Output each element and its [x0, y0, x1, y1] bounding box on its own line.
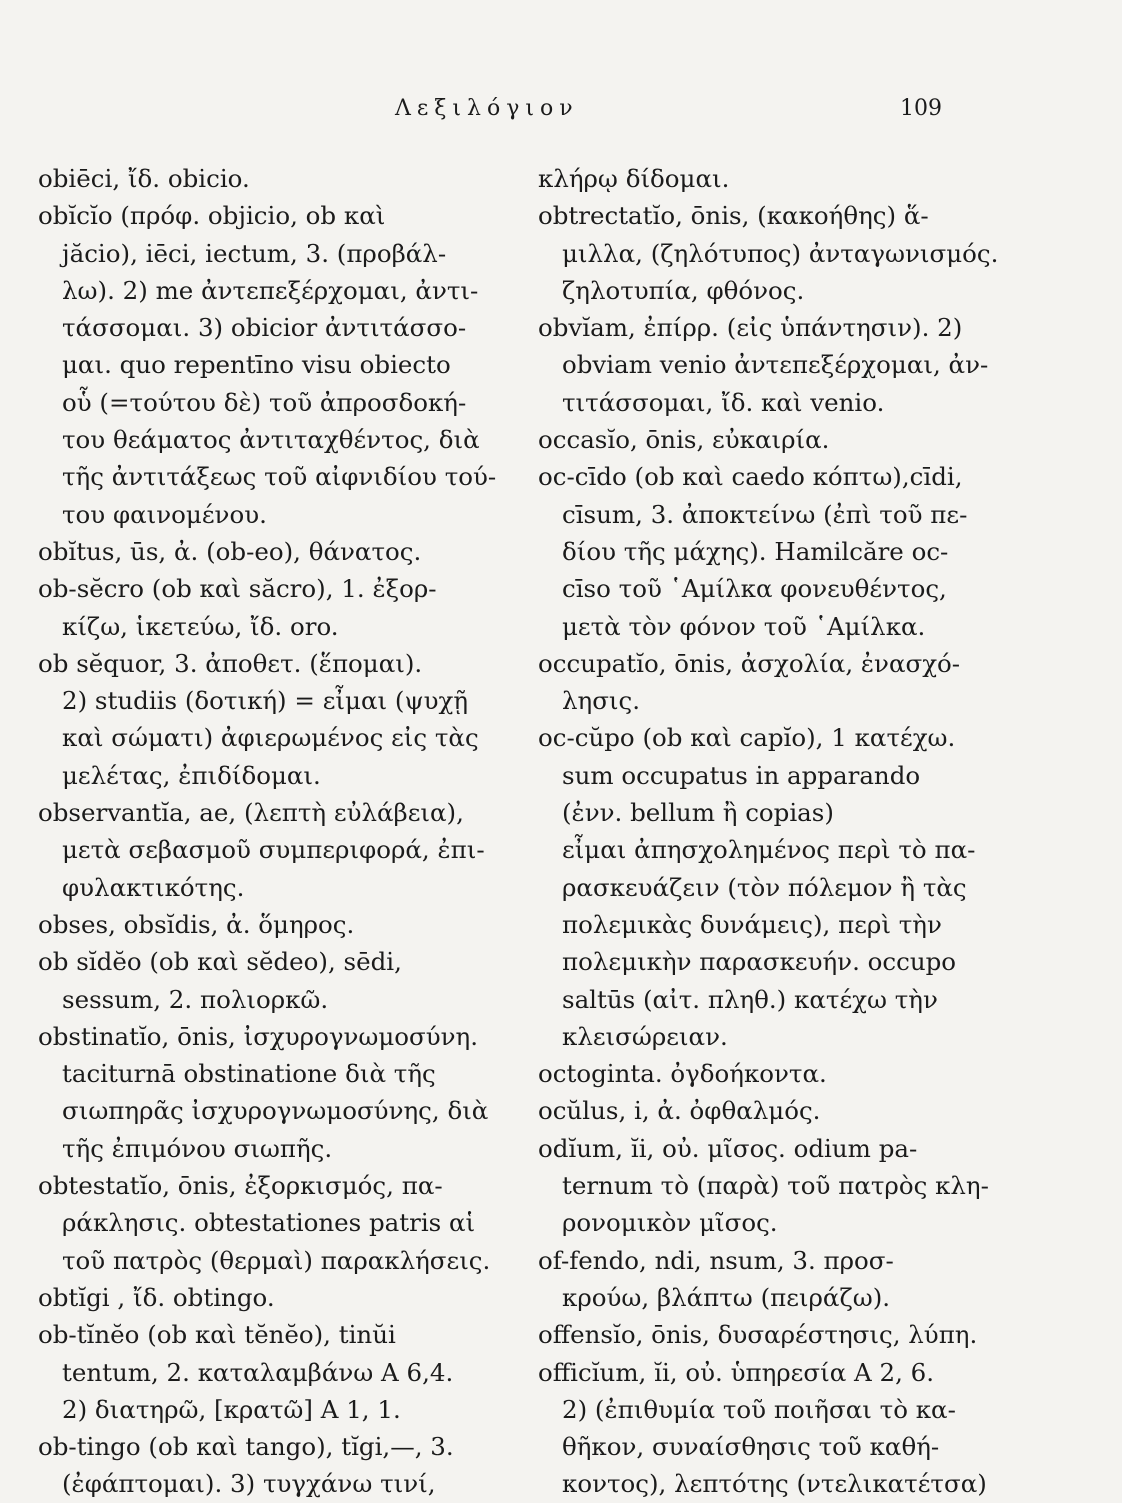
entry-line: κοντος), λεπτότης (ντελικατέτσα) [562, 1469, 987, 1499]
entry-line: ζηλοτυπία, φθόνος. [562, 275, 805, 305]
entry-line: officĭum, ĭi, οὐ. ὑπηρεσία Α 2, 6. [538, 1357, 935, 1387]
entry-line: τῆς ἀντιτάξεως τοῦ αἰφνιδίου τού- [62, 462, 497, 492]
entry-line: 2) (ἐπιθυμία τοῦ ποιῆσαι τὸ κα- [562, 1394, 956, 1424]
entry-line: μαι. quo repentīno visu obiecto [62, 350, 451, 380]
entry-line: τοῦ πατρὸς (θερμαὶ) παρακλήσεις. [62, 1245, 491, 1275]
entry-line: saltūs (αἰτ. πληθ.) κατέχω τὴν [562, 984, 938, 1014]
entry-line: καὶ σώματι) ἀφιερωμένος εἰς τὰς [62, 723, 479, 753]
entry-line: ternum τὸ (παρὰ) τοῦ πατρὸς κλη- [562, 1171, 989, 1201]
entry-line: του θεάματος ἀντιταχθέντος, διὰ [62, 425, 480, 455]
entry-line: κλήρῳ δίδομαι. [538, 164, 730, 193]
entry-line: κρούω, βλάπτω (πειράζω). [562, 1282, 891, 1312]
entry-line: φυλακτικότης. [62, 872, 245, 902]
entry-line: oc-cīdo (ob καὶ caedo κόπτω),cīdi, [538, 462, 963, 492]
entry-line: ρονομικὸν μῖσος. [562, 1208, 778, 1238]
entry-line: 2) studiis (δοτική) = εἶμαι (ψυχῇ [62, 686, 469, 716]
entry-line: ob-tingo (ob καὶ tango), tĭgi,—, 3. [38, 1432, 454, 1462]
entry-line: τάσσομαι. 3) obicior ἀντιτάσσο- [62, 313, 467, 343]
entry-line: 2) διατηρῶ, [κρατῶ] Α 1, 1. [62, 1394, 401, 1424]
entry-line: occasĭo, ōnis, εὐκαιρία. [538, 425, 830, 455]
entry-line: taciturnā obstinatione διὰ τῆς [62, 1059, 436, 1089]
entry-line: obĭtus, ūs, ἀ. (ob-eo), θάνατος. [38, 536, 422, 566]
entry-line: ρασκευάζειν (τὸν πόλεμον ἢ τὰς [562, 872, 967, 902]
entry-line: λω). 2) me ἀντεπεξέρχομαι, ἀντι- [62, 275, 479, 305]
page-number: 109 [900, 96, 942, 121]
entry-line: ob sĕquor, 3. ἀποθετ. (ἕπομαι). [38, 648, 423, 678]
entry-line: θῆκον, συναίσθησις τοῦ καθή- [562, 1432, 940, 1462]
entry-line: μετὰ σεβασμοῦ συμπεριφορά, ἐπι- [62, 835, 485, 865]
left-column [38, 160, 516, 1503]
entry-line: obĭcĭo (πρόφ. objicio, ob καὶ [38, 201, 386, 231]
entry-line: offensĭo, ōnis, δυσαρέστησις, λύπη. [538, 1320, 978, 1350]
entry-line: πολεμικὴν παρασκευήν. occupo [562, 947, 957, 977]
entry-line: ocŭlus, i, ἀ. ὀφθαλμός. [538, 1096, 821, 1126]
running-title: Λεξιλόγιον [395, 96, 579, 121]
entry-line: oc-cŭpo (ob καὶ capĭo), 1 κατέχω. [538, 723, 956, 753]
entry-line: μιλλα, (ζηλότυπος) ἀνταγωνισμός. [562, 238, 999, 268]
entry-line: jăcio), iēci, iectum, 3. (προβάλ- [62, 238, 447, 268]
entry-line: obvĭam, ἐπίρρ. (εἰς ὑπάντησιν). 2) [538, 313, 963, 343]
right-column [538, 160, 999, 1503]
entry-line: ob-tĭnĕo (ob καὶ tĕnĕo), tinŭi [38, 1320, 396, 1350]
entry-line: octoginta. ὀγδοήκοντα. [538, 1059, 827, 1089]
entry-line: cīsum, 3. ἀποκτείνω (ἐπὶ τοῦ πε- [562, 499, 968, 529]
entry-line: obstinatĭo, ōnis, ἰσχυρογνωμοσύνη. [38, 1021, 478, 1051]
entry-line: observantĭa, ae, (λεπτὴ εὐλάβεια), [38, 798, 464, 828]
entry-line: obviam venio ἀντεπεξέρχομαι, ἀν- [562, 350, 989, 380]
entry-line: μελέτας, ἐπιδίδομαι. [62, 760, 321, 790]
entry-line: εἶμαι ἀπησχολημένος περὶ τὸ πα- [562, 835, 976, 865]
entry-line: obiēci, ἴδ. obicio. [38, 164, 250, 193]
entry-line: obtĭgi , ἴδ. obtingo. [38, 1282, 275, 1312]
entry-line: sum occupatus in apparando [562, 760, 921, 790]
entry-line: λησις. [562, 686, 641, 716]
entry-line: obtestatĭo, ōnis, ἐξορκισμός, πα- [38, 1171, 443, 1201]
entry-line: τιτάσσομαι, ἴδ. καὶ venio. [562, 387, 885, 417]
entry-line: odĭum, ĭi, οὐ. μῖσος. odium pa- [538, 1133, 918, 1163]
entry-line: μετὰ τὸν φόνον τοῦ ῾Αμίλκα. [562, 611, 926, 641]
entry-line: σιωπηρᾶς ἰσχυρογνωμοσύνης, διὰ [62, 1096, 489, 1126]
page-header [0, 96, 1122, 130]
entry-line: tentum, 2. καταλαμβάνω Α 6,4. [62, 1357, 454, 1387]
entry-line: ob-sĕcro (ob καὶ săcro), 1. ἐξορ- [38, 574, 437, 604]
entry-line: occupatĭo, ōnis, ἀσχολία, ἐνασχό- [538, 648, 961, 678]
entry-line: obtrectatĭo, ōnis, (κακοήθης) ἅ- [538, 201, 929, 231]
entry-line: (ἐνν. bellum ἢ copias) [562, 798, 834, 828]
entry-line: κίζω, ἱκετεύω, ἴδ. oro. [62, 611, 339, 641]
entry-line: πολεμικὰς δυνάμεις), περὶ τὴν [562, 909, 942, 939]
entry-line: κλεισώρειαν. [562, 1021, 728, 1051]
entry-line: (ἐφάπτομαι). 3) τυγχάνω τινί, [62, 1469, 436, 1499]
entry-line: δίου τῆς μάχης). Hamilcăre oc- [562, 536, 949, 566]
entry-line: sessum, 2. πολιορκῶ. [62, 984, 329, 1014]
entry-line: του φαινομένου. [62, 499, 267, 529]
entry-line: cīso τοῦ ῾Αμίλκα φονευθέντος, [562, 574, 947, 604]
entry-line: obses, obsĭdis, ἀ. ὅμηρος. [38, 909, 355, 939]
entry-line: ράκλησις. obtestationes patris αἱ [62, 1208, 476, 1238]
entry-line: οὗ (=τούτου δὲ) τοῦ ἀπροσδοκή- [62, 387, 467, 417]
entry-line: ob sĭdĕo (ob καὶ sĕdeo), sēdi, [38, 947, 402, 977]
entry-line: τῆς ἐπιμόνου σιωπῆς. [62, 1133, 333, 1163]
entry-line: of-fendo, ndi, nsum, 3. προσ- [538, 1245, 894, 1275]
